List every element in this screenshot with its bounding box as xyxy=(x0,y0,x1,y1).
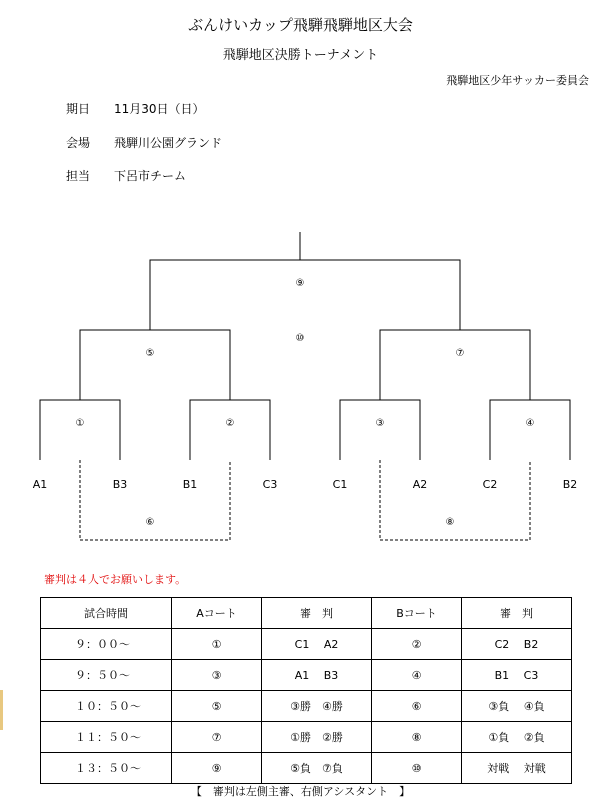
cell-referee-a: ③勝 ④勝 xyxy=(262,691,372,722)
team-a1: A1 xyxy=(32,478,48,491)
table-row xyxy=(41,691,572,722)
match5-label: ⑤ xyxy=(145,348,155,359)
page-edge-mark xyxy=(0,690,3,730)
cell-referee-b: B1 C3 xyxy=(462,660,572,691)
referee-footer-note: 【 審判は左側主審、右側アシスタント 】 xyxy=(190,785,411,798)
team-c2: C2 xyxy=(482,478,498,491)
match4-label: ④ xyxy=(525,418,535,429)
team-b3: B3 xyxy=(112,478,128,491)
cell-time: １３：５０～ xyxy=(41,753,172,784)
final-bracket-line xyxy=(150,260,460,330)
match8-dashed-line xyxy=(380,460,530,540)
cell-referee-a: ⑤負 ⑦負 xyxy=(262,753,372,784)
match4-line xyxy=(490,400,570,460)
cell-court-b: ⑧ xyxy=(372,722,462,753)
team-b2: B2 xyxy=(562,478,578,491)
cell-time: １０：５０～ xyxy=(41,691,172,722)
team-c3: C3 xyxy=(262,478,278,491)
match1-line xyxy=(40,400,120,460)
info-venue-label: 会場 xyxy=(66,136,91,150)
cell-referee-b: ③負 ④負 xyxy=(462,691,572,722)
tournament-bracket xyxy=(0,220,601,550)
cell-time: １１：５０～ xyxy=(41,722,172,753)
cell-referee-b: C2 B2 xyxy=(462,629,572,660)
match2-label: ② xyxy=(225,418,235,429)
match6-dashed-line xyxy=(80,460,230,540)
referee-note: 審判は４人でお願いします。 xyxy=(44,573,187,586)
cell-referee-b: ①負 ②負 xyxy=(462,722,572,753)
cell-court-a: ⑤ xyxy=(172,691,262,722)
cell-referee-a: A1 B3 xyxy=(262,660,372,691)
cell-referee-b: 対戦 対戦 xyxy=(462,753,572,784)
cell-time: ９：００～ xyxy=(41,629,172,660)
info-host-value: 下呂市チーム xyxy=(114,169,187,183)
info-venue-value: 飛騨川公園グランド xyxy=(114,136,223,150)
table-row xyxy=(41,722,572,753)
cell-court-a: ① xyxy=(172,629,262,660)
semifinal-left-line xyxy=(80,330,230,400)
header-court-a: Aコート xyxy=(172,598,262,629)
team-a2: A2 xyxy=(412,478,428,491)
cell-court-b: ⑩ xyxy=(372,753,462,784)
info-venue xyxy=(66,134,222,151)
cell-court-b: ④ xyxy=(372,660,462,691)
header-referee-b: 審 判 xyxy=(462,598,572,629)
table-row xyxy=(41,753,572,784)
cell-court-b: ② xyxy=(372,629,462,660)
match1-label: ① xyxy=(75,418,85,429)
cell-court-a: ⑦ xyxy=(172,722,262,753)
cell-court-b: ⑥ xyxy=(372,691,462,722)
match6-label: ⑥ xyxy=(145,517,155,528)
semifinal-right-line xyxy=(380,330,530,400)
info-host-label: 担当 xyxy=(66,169,91,183)
match2-line xyxy=(190,400,270,460)
info-date-label: 期日 xyxy=(66,102,91,116)
tournament-subtitle: 飛騨地区決勝トーナメント xyxy=(222,48,379,63)
cell-referee-a: ①勝 ②勝 xyxy=(262,722,372,753)
info-date xyxy=(66,100,205,117)
match3-label: ③ xyxy=(375,418,385,429)
info-date-value: 11月30日（日） xyxy=(114,102,205,116)
match10-label: ⑩ xyxy=(295,333,305,344)
header-time: 試合時間 xyxy=(41,598,172,629)
schedule-table xyxy=(40,597,572,784)
match3-line xyxy=(340,400,420,460)
schedule-header-row xyxy=(41,598,572,629)
team-b1: B1 xyxy=(182,478,198,491)
match7-label: ⑦ xyxy=(455,348,465,359)
team-c1: C1 xyxy=(332,478,348,491)
cell-court-a: ⑨ xyxy=(172,753,262,784)
header-court-b: Bコート xyxy=(372,598,462,629)
match8-label: ⑧ xyxy=(445,517,455,528)
table-row xyxy=(41,660,572,691)
cell-time: ９：５０～ xyxy=(41,660,172,691)
cell-referee-a: C1 A2 xyxy=(262,629,372,660)
info-host xyxy=(66,167,186,184)
match9-label: ⑨ xyxy=(295,278,305,289)
organizer-name: 飛騨地区少年サッカー委員会 xyxy=(446,74,589,87)
tournament-title: ぶんけいカップ飛騨飛騨地区大会 xyxy=(188,16,413,34)
header-referee-a: 審 判 xyxy=(262,598,372,629)
table-row xyxy=(41,629,572,660)
cell-court-a: ③ xyxy=(172,660,262,691)
